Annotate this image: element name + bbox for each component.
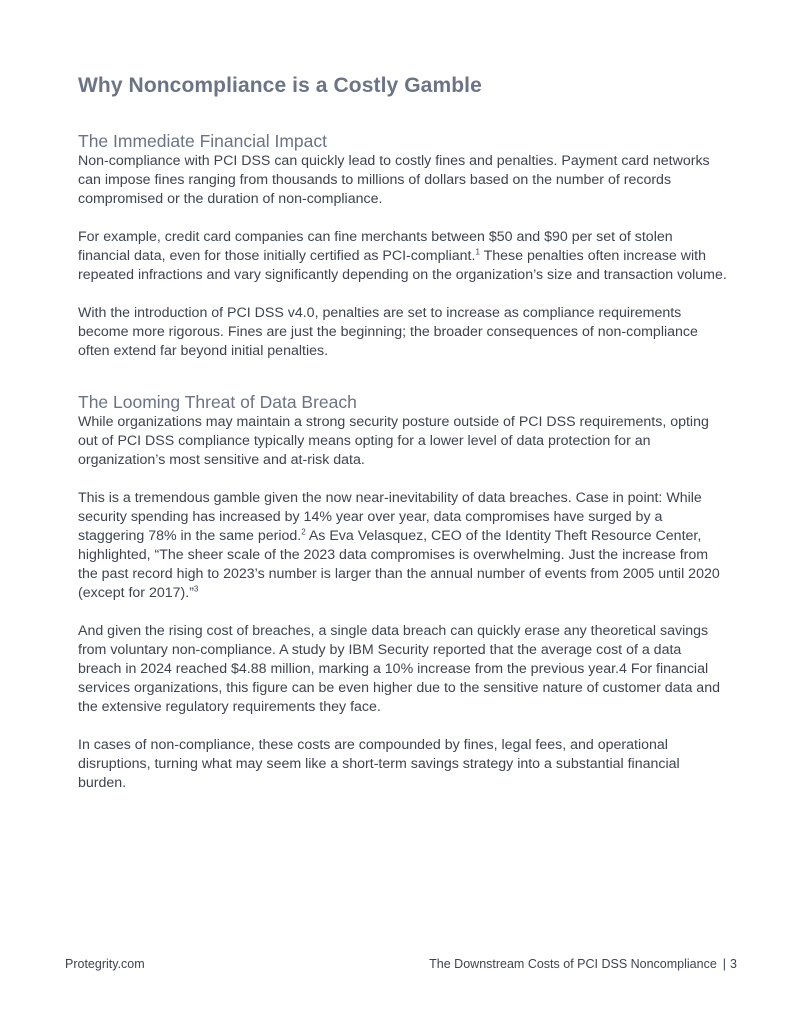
section-data-breach [78, 391, 728, 793]
section-heading: The Immediate Financial Impact [78, 131, 327, 151]
paragraph-text: For example, credit card companies can fine merchants between $50 and $90 per set of stolen financial data, even for those initially certified as PCI-compliant. [78, 229, 673, 264]
paragraph [78, 228, 728, 285]
paragraph-text: These penalties often increase with repeated infractions and vary significantly depending on the organization’s size and transaction volume. [78, 248, 727, 283]
page-number: 3 [730, 957, 737, 971]
footer-doc-title: The Downstream Costs of PCI DSS Noncompliance [429, 957, 717, 971]
footer-website: Protegrity.com [65, 957, 145, 971]
page-title: Why Noncompliance is a Costly Gamble [78, 74, 482, 97]
content-body [78, 130, 728, 793]
paragraph [78, 489, 728, 603]
section-heading: The Looming Threat of Data Breach [78, 392, 357, 412]
paragraph: With the introduction of PCI DSS v4.0, penalties are set to increase as compliance requirements become more rigorous. Fines are just the beginning; the broader consequences of non-compliance often extend far beyond initial penalties. [78, 305, 698, 359]
paragraph: And given the rising cost of breaches, a single data breach can quickly erase any theoretical savings from voluntary non-compliance. A study by IBM Security reported that the average cost of a data breach in 2024 reached $4.88 million, marking a 10% increase from the previous year.4 For financial services organizations, this figure can be even higher due to the sensitive nature of customer data and the extensive regulatory requirements they face. [78, 623, 720, 715]
paragraph: In cases of non-compliance, these costs are compounded by fines, legal fees, and operational disruptions, turning what may seem like a short-term savings strategy into a substantial financial burden. [78, 737, 680, 791]
footnote-ref: 2 [301, 527, 306, 537]
paragraph: Non-compliance with PCI DSS can quickly lead to costly fines and penalties. Payment card networks can impose fines ranging from thousands to millions of dollars based on the number of records compromised or the duration of non-compliance. [78, 153, 710, 207]
paragraph-text: This is a tremendous gamble given the now near-inevitability of data breaches. Case in point: While security spending has increased by 14% year over year, data compromises have surged by a staggering 78% in the same period. [78, 490, 702, 544]
paragraph-text: As Eva Velasquez, CEO of the Identity Theft Resource Center, highlighted, “The sheer scale of the 2023 data compromises is overwhelming. Just the increase from the past record high to 2023’s number is larger than the annual number of events from 2005 until 2020 (except for 2017).” [78, 528, 720, 601]
section-financial-impact [78, 130, 728, 361]
footnote-ref: 1 [475, 247, 480, 257]
paragraph: While organizations may maintain a strong security posture outside of PCI DSS requirements, opting out of PCI DSS compliance typically means opting for a lower level of data protection for an organization’s most sensitive and at-risk data. [78, 414, 709, 468]
footnote-ref: 3 [193, 584, 199, 594]
footer-doc-info [429, 957, 737, 971]
footer-separator: | [722, 957, 727, 971]
